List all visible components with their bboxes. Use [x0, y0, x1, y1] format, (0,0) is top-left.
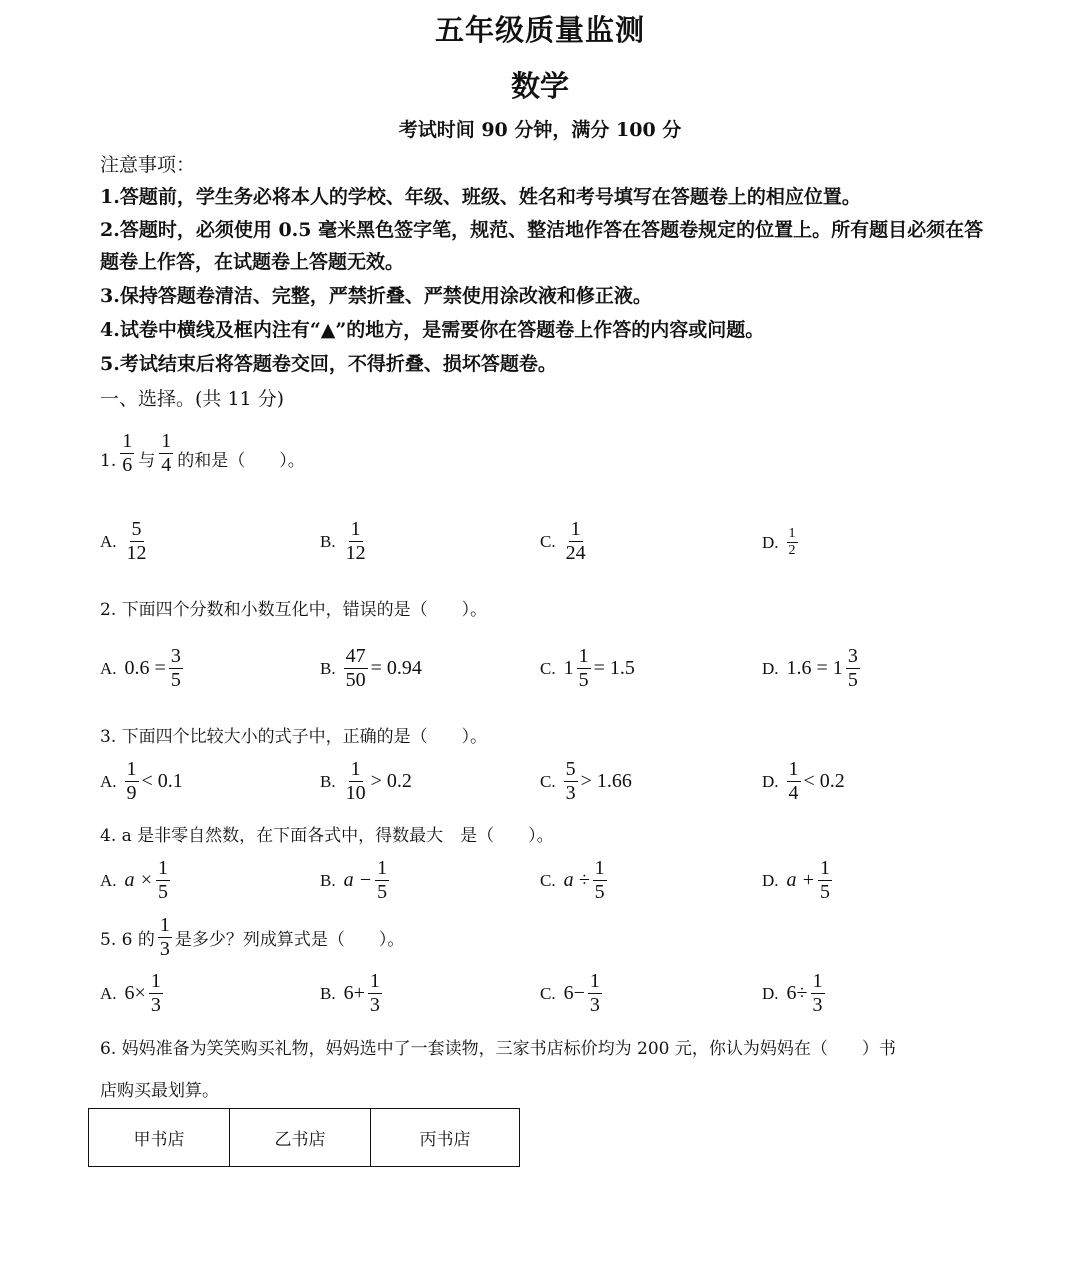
- q5-pre: 5. 6 的: [100, 930, 155, 950]
- q1-option-a: A. $\frac{5}{12}$: [100, 518, 147, 564]
- bookstore-table: [88, 1108, 520, 1167]
- subject-title: 数学: [510, 69, 569, 103]
- q2-option-a: A. 0.6 = $\frac{3}{5}$: [100, 645, 181, 691]
- q4-option-b: B. a − $\frac{1}{5}$: [320, 857, 388, 903]
- q2-option-d: D. 1.6 = 1 $\frac{3}{5}$: [762, 645, 858, 691]
- q1-option-b: B. $\frac{1}{12}$: [320, 518, 366, 564]
- q5-option-b: B. 6+ $\frac{1}{3}$: [320, 970, 380, 1016]
- table-row: [89, 1109, 520, 1167]
- q3-option-c: C. $\frac{5}{3}$ > 1.66: [540, 758, 632, 804]
- note-item-5: 5.考试结束后将答题卷交回，不得折叠、损坏答题卷。: [100, 353, 557, 375]
- q5-option-c: C. 6− $\frac{1}{3}$: [540, 970, 600, 1016]
- q5-tail: 是多少？列成算式是（ ）。: [174, 930, 405, 950]
- note-item-1: 1.答题前，学生务必将本人的学校、年级、班级、姓名和考号填写在答题卷上的相应位置。: [100, 186, 861, 208]
- q1-join: 与: [138, 451, 156, 471]
- question-5: [100, 914, 404, 961]
- store-yi: 乙书店: [230, 1109, 371, 1167]
- q1-tail: 的和是（ ）。: [177, 451, 305, 471]
- q1-fraction-1: $\frac{1}{6}$: [122, 430, 133, 476]
- q1-number: 1.: [100, 451, 117, 471]
- note-item-4: 4.试卷中横线及框内注有“▲”的地方，是需要你在答题卷上作答的内容或问题。: [100, 319, 765, 341]
- question-3: 3. 下面四个比较大小的式子中，正确的是（ ）。: [100, 727, 488, 747]
- question-2: 2. 下面四个分数和小数互化中，错误的是（ ）。: [100, 600, 488, 620]
- q1-fraction-2: $\frac{1}{4}$: [161, 430, 172, 476]
- q4-option-d: D. a + $\frac{1}{5}$: [762, 857, 831, 903]
- q1-option-c: C. $\frac{1}{24}$: [540, 518, 586, 564]
- q4-option-c: C. a ÷ $\frac{1}{5}$: [540, 857, 605, 903]
- note-item-3: 3.保持答题卷清洁、完整，严禁折叠、严禁使用涂改液和修正液。: [100, 285, 652, 307]
- q1-option-d: D. $\frac{1}{2}$: [762, 526, 796, 559]
- exam-info: 考试时间 90 分钟，满分 100 分: [398, 119, 682, 141]
- q4-option-a: A. a × $\frac{1}{5}$: [100, 857, 169, 903]
- notes-heading: 注意事项：: [100, 154, 196, 176]
- question-4: 4. a 是非零自然数，在下面各式中，得数最大 是（ ）。: [100, 826, 554, 846]
- exam-title: 五年级质量监测: [434, 13, 645, 47]
- note-item-2: 2.答题时，必须使用 0.5 毫米黑色签字笔，规范、整洁地作答在答题卷规定的位置上。所有题目必须在答题卷上作答，在试题卷上答题无效。: [100, 219, 984, 273]
- store-bing: 丙书店: [371, 1109, 520, 1167]
- q5-option-a: A. 6× $\frac{1}{3}$: [100, 970, 161, 1016]
- store-jia: 甲书店: [89, 1109, 230, 1167]
- question-6-line-1: 6. 妈妈准备为笑笑购买礼物，妈妈选中了一套读物，三家书店标价均为 200 元，你认为妈妈在（ ）书: [100, 1039, 896, 1059]
- q3-option-a: A. $\frac{1}{9}$ < 0.1: [100, 758, 183, 804]
- q5-fraction: $\frac{1}{3}$: [159, 914, 170, 960]
- q3-option-b: B. $\frac{1}{10}$ > 0.2: [320, 758, 412, 804]
- q2-option-c: C. 1 $\frac{1}{5}$ = 1.5: [540, 645, 635, 691]
- section-title: 一、选择。(共 11 分): [100, 388, 285, 410]
- q3-option-d: D. $\frac{1}{4}$ < 0.2: [762, 758, 845, 804]
- q5-option-d: D. 6÷ $\frac{1}{3}$: [762, 970, 823, 1016]
- question-6-line-2: 店购买最划算。: [100, 1081, 219, 1101]
- q2-option-b: B. $\frac{47}{50}$ = 0.94: [320, 645, 422, 691]
- question-1: [100, 430, 305, 477]
